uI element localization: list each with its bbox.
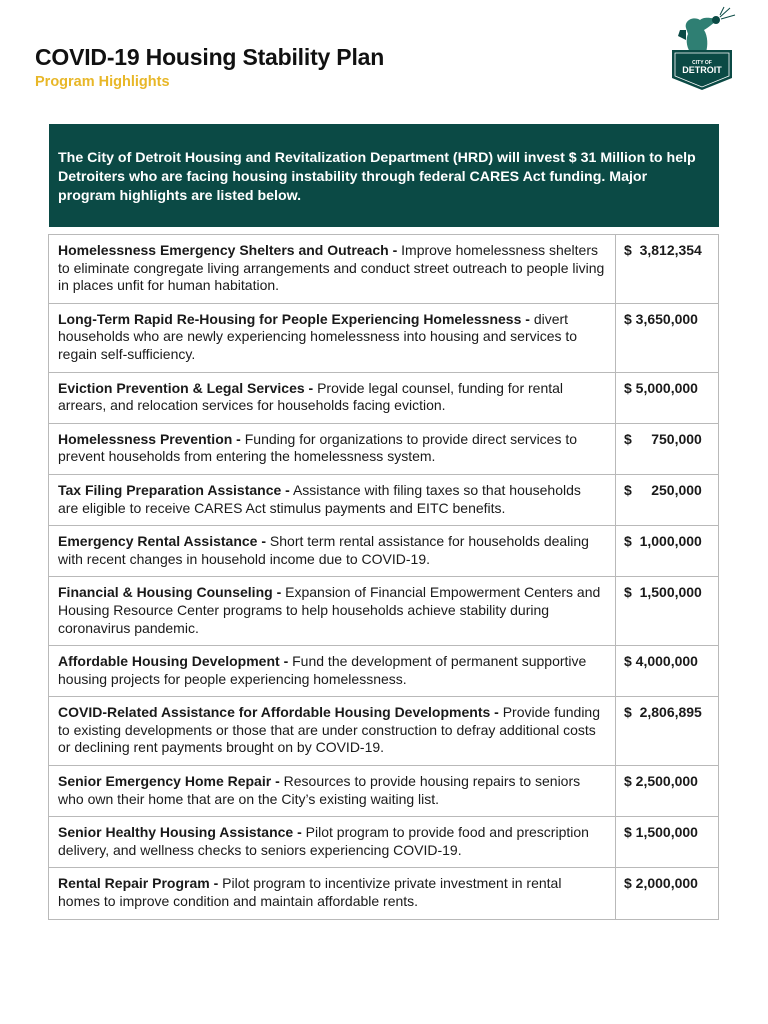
program-amount: $ 250,000 [616,474,719,525]
program-description: Fund the development of permanent supportive housing projects for people experiencing homelessness. [58,653,587,687]
program-row [49,474,719,525]
program-description: Provide funding to existing developments or those that are under construction to defray additional costs or declining rent payments brought on by COVID-19. [58,704,601,756]
intro-banner [49,124,719,227]
program-description-cell [49,766,616,817]
program-description: divert households who are newly experiencing homelessness into housing and services to regain self-sufficiency. [58,310,578,362]
program-name: Homelessness Prevention - [58,430,241,447]
program-description: Pilot program to provide food and prescription delivery, and wellness checks to seniors experiencing COVID-19. [58,824,589,858]
program-description: Improve homelessness shelters to eliminate congregate living arrangements and conduct street outreach to people living in places unfit for human habitation. [58,242,605,294]
program-row [49,423,719,474]
page-title: COVID-19 Housing Stability Plan [35,44,385,70]
program-description-cell [49,526,616,577]
program-amount: $ 1,500,000 [616,817,719,868]
intro-text: The City of Detroit Housing and Revitalization Department (HRD) will invest $ 31 Million to help Detroiters who are facing housing instability through federal CARES Act funding. Major program highlights are listed below. [58,150,696,204]
program-description: Expansion of Financial Empowerment Centers and Housing Resource Center programs to help households achieve stability during coronavirus pandemic. [58,584,601,636]
program-description-cell [49,817,616,868]
program-amount: $ 2,000,000 [616,868,719,919]
program-row [49,235,719,304]
program-description-cell [49,577,616,646]
program-name: Affordable Housing Development - [58,653,289,670]
program-description: Funding for organizations to provide direct services to prevent households from entering the homelessness system. [58,430,578,465]
program-description: Assistance with filing taxes so that households are eligible to receive CARES Act stimulus payments and EITC benefits. [58,481,581,516]
page-subtitle: Program Highlights [35,74,170,90]
program-name: Homelessness Emergency Shelters and Outreach - [58,242,398,258]
program-name: Senior Emergency Home Repair - [58,773,280,790]
program-amount: $ 2,806,895 [616,697,719,766]
program-amount: $ 1,500,000 [616,577,719,646]
program-amount: $ 4,000,000 [616,646,719,697]
program-amount: $ 3,650,000 [616,303,719,372]
spirit-of-detroit-figure-icon [678,7,735,52]
program-name: Senior Healthy Housing Assistance - [58,824,302,841]
program-row [49,817,719,868]
program-name: Tax Filing Preparation Assistance - [58,481,290,498]
program-amount: $ 2,500,000 [616,766,719,817]
program-row [49,766,719,817]
program-description: Short term rental assistance for households dealing with recent changes in household income due to COVID-19. [58,533,589,567]
program-name: Long-Term Rapid Re-Housing for People Experiencing Homelessness - [58,310,530,327]
program-description-cell [49,235,616,304]
program-description-cell [49,697,616,766]
program-row [49,526,719,577]
program-row [49,697,719,766]
program-description: Pilot program to incentivize private investment in rental homes to improve condition and maintain affordable rents. [58,875,562,910]
program-name: Financial & Housing Counseling - [58,584,282,601]
city-of-detroit-logo [664,6,740,92]
program-amount: $ 1,000,000 [616,526,719,577]
program-name: COVID-Related Assistance for Affordable Housing Developments - [58,704,499,721]
program-description-cell [49,303,616,372]
program-name: Eviction Prevention & Legal Services - [58,379,314,396]
program-table [48,234,719,920]
program-row [49,303,719,372]
program-row [49,868,719,919]
program-description-cell [49,423,616,474]
logo-line2: DETROIT [682,65,722,75]
program-amount: $ 5,000,000 [616,372,719,423]
program-name: Emergency Rental Assistance - [58,533,267,550]
program-amount: $ 3,812,354 [616,235,719,304]
program-amount: $ 750,000 [616,423,719,474]
program-row [49,646,719,697]
program-description-cell [49,474,616,525]
program-row [49,372,719,423]
program-description-cell [49,646,616,697]
program-name: Rental Repair Program - [58,875,219,892]
program-row [49,577,719,646]
program-description: Resources to provide housing repairs to seniors who own their home that are on the City’s existing waiting list. [58,773,581,807]
program-description-cell [49,372,616,423]
program-description-cell [49,868,616,919]
logo-line1: CITY OF [692,60,712,66]
program-description: Provide legal counsel, funding for rental arrears, and relocation services for households facing eviction. [58,379,564,414]
